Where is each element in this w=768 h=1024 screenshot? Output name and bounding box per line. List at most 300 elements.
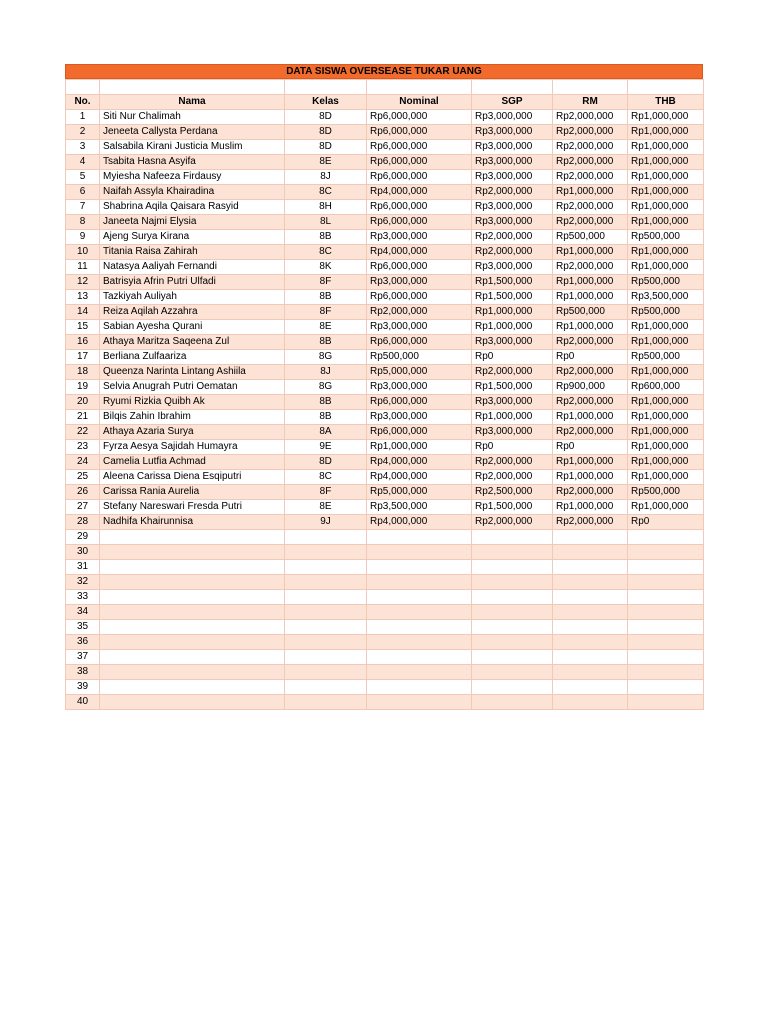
cell-kelas: 8J bbox=[285, 365, 367, 380]
table-row bbox=[66, 110, 704, 125]
cell-nominal: Rp6,000,000 bbox=[367, 425, 472, 440]
cell-sgp bbox=[472, 635, 553, 650]
cell-nama: Ryumi Rizkia Quibh Ak bbox=[100, 395, 285, 410]
cell-kelas: 8G bbox=[285, 350, 367, 365]
table-row bbox=[66, 695, 704, 710]
cell-nama: Carissa Rania Aurelia bbox=[100, 485, 285, 500]
cell-thb: Rp1,000,000 bbox=[628, 320, 704, 335]
cell-no: 39 bbox=[66, 680, 100, 695]
cell-kelas: 8D bbox=[285, 125, 367, 140]
cell-nominal: Rp3,000,000 bbox=[367, 230, 472, 245]
cell-no: 16 bbox=[66, 335, 100, 350]
cell-no: 13 bbox=[66, 290, 100, 305]
spreadsheet bbox=[65, 64, 703, 710]
cell-kelas: 9E bbox=[285, 440, 367, 455]
cell-sgp: Rp1,000,000 bbox=[472, 410, 553, 425]
cell-rm bbox=[553, 575, 628, 590]
cell-sgp: Rp3,000,000 bbox=[472, 260, 553, 275]
cell-rm: Rp1,000,000 bbox=[553, 185, 628, 200]
table-row bbox=[66, 680, 704, 695]
header-thb: THB bbox=[628, 95, 704, 110]
table-row bbox=[66, 455, 704, 470]
table-row bbox=[66, 185, 704, 200]
cell-thb bbox=[628, 605, 704, 620]
cell-thb: Rp1,000,000 bbox=[628, 455, 704, 470]
cell-no: 5 bbox=[66, 170, 100, 185]
cell-thb: Rp500,000 bbox=[628, 275, 704, 290]
cell-thb: Rp1,000,000 bbox=[628, 200, 704, 215]
cell-sgp: Rp0 bbox=[472, 350, 553, 365]
cell-no: 33 bbox=[66, 590, 100, 605]
cell-sgp bbox=[472, 650, 553, 665]
cell-no: 38 bbox=[66, 665, 100, 680]
cell-kelas: 9J bbox=[285, 515, 367, 530]
table-row bbox=[66, 620, 704, 635]
cell-nama: Nadhifa Khairunnisa bbox=[100, 515, 285, 530]
cell-thb: Rp1,000,000 bbox=[628, 140, 704, 155]
cell-nama bbox=[100, 590, 285, 605]
cell-thb: Rp500,000 bbox=[628, 350, 704, 365]
cell-kelas: 8B bbox=[285, 230, 367, 245]
cell-nama: Aleena Carissa Diena Esqiputri bbox=[100, 470, 285, 485]
cell-nominal: Rp4,000,000 bbox=[367, 245, 472, 260]
cell-nama: Athaya Maritza Saqeena Zul bbox=[100, 335, 285, 350]
cell-thb: Rp500,000 bbox=[628, 230, 704, 245]
cell-no: 29 bbox=[66, 530, 100, 545]
cell-sgp: Rp3,000,000 bbox=[472, 140, 553, 155]
cell-nama: Salsabila Kirani Justicia Muslim bbox=[100, 140, 285, 155]
cell-kelas: 8J bbox=[285, 170, 367, 185]
cell-kelas: 8E bbox=[285, 155, 367, 170]
cell-rm bbox=[553, 590, 628, 605]
cell-thb: Rp500,000 bbox=[628, 485, 704, 500]
cell-thb bbox=[628, 650, 704, 665]
table-row bbox=[66, 530, 704, 545]
cell-rm: Rp1,000,000 bbox=[553, 320, 628, 335]
table-row bbox=[66, 230, 704, 245]
cell-nama bbox=[100, 665, 285, 680]
cell-no: 21 bbox=[66, 410, 100, 425]
table-row bbox=[66, 440, 704, 455]
table-row bbox=[66, 590, 704, 605]
cell-nominal bbox=[367, 665, 472, 680]
cell-no: 37 bbox=[66, 650, 100, 665]
cell-rm: Rp1,000,000 bbox=[553, 455, 628, 470]
cell-thb: Rp1,000,000 bbox=[628, 155, 704, 170]
cell-nama: Athaya Azaria Surya bbox=[100, 425, 285, 440]
table-row bbox=[66, 635, 704, 650]
table-row bbox=[66, 275, 704, 290]
table-row bbox=[66, 485, 704, 500]
cell-kelas: 8K bbox=[285, 260, 367, 275]
cell-nama bbox=[100, 680, 285, 695]
cell-kelas: 8F bbox=[285, 485, 367, 500]
cell-rm: Rp1,000,000 bbox=[553, 470, 628, 485]
cell-kelas: 8G bbox=[285, 380, 367, 395]
cell-sgp: Rp3,000,000 bbox=[472, 170, 553, 185]
cell-nominal: Rp6,000,000 bbox=[367, 140, 472, 155]
cell-no: 19 bbox=[66, 380, 100, 395]
cell-no: 22 bbox=[66, 425, 100, 440]
cell-sgp: Rp3,000,000 bbox=[472, 155, 553, 170]
header-sgp: SGP bbox=[472, 95, 553, 110]
cell-rm bbox=[553, 620, 628, 635]
cell-no: 35 bbox=[66, 620, 100, 635]
table-row bbox=[66, 410, 704, 425]
table-row bbox=[66, 245, 704, 260]
cell-thb: Rp600,000 bbox=[628, 380, 704, 395]
cell-sgp: Rp1,500,000 bbox=[472, 380, 553, 395]
cell-sgp: Rp3,000,000 bbox=[472, 110, 553, 125]
cell-rm: Rp1,000,000 bbox=[553, 500, 628, 515]
cell-rm bbox=[553, 665, 628, 680]
cell-nominal: Rp6,000,000 bbox=[367, 215, 472, 230]
header-kelas: Kelas bbox=[285, 95, 367, 110]
cell-no: 28 bbox=[66, 515, 100, 530]
cell-no: 14 bbox=[66, 305, 100, 320]
cell-nama bbox=[100, 560, 285, 575]
cell-rm bbox=[553, 530, 628, 545]
cell-sgp bbox=[472, 560, 553, 575]
student-table bbox=[65, 79, 704, 710]
cell-no: 30 bbox=[66, 545, 100, 560]
cell-nama: Reiza Aqilah Azzahra bbox=[100, 305, 285, 320]
cell-sgp: Rp3,000,000 bbox=[472, 125, 553, 140]
table-row bbox=[66, 305, 704, 320]
cell-nama: Bilqis Zahin Ibrahim bbox=[100, 410, 285, 425]
cell-nominal bbox=[367, 545, 472, 560]
header-nominal: Nominal bbox=[367, 95, 472, 110]
cell-nama: Naifah Assyla Khairadina bbox=[100, 185, 285, 200]
cell-rm: Rp1,000,000 bbox=[553, 275, 628, 290]
blank-row bbox=[66, 80, 704, 95]
table-row bbox=[66, 200, 704, 215]
header-no: No. bbox=[66, 95, 100, 110]
cell-nominal: Rp6,000,000 bbox=[367, 170, 472, 185]
cell-nominal: Rp2,000,000 bbox=[367, 305, 472, 320]
cell-thb: Rp1,000,000 bbox=[628, 440, 704, 455]
cell-sgp: Rp1,500,000 bbox=[472, 500, 553, 515]
cell-thb: Rp1,000,000 bbox=[628, 395, 704, 410]
cell-nama bbox=[100, 635, 285, 650]
table-row bbox=[66, 125, 704, 140]
cell-kelas: 8B bbox=[285, 395, 367, 410]
cell-nominal: Rp6,000,000 bbox=[367, 200, 472, 215]
cell-no: 10 bbox=[66, 245, 100, 260]
cell-thb bbox=[628, 620, 704, 635]
cell-kelas: 8E bbox=[285, 320, 367, 335]
cell-nominal: Rp4,000,000 bbox=[367, 455, 472, 470]
cell-rm: Rp2,000,000 bbox=[553, 170, 628, 185]
cell-thb bbox=[628, 695, 704, 710]
cell-no: 18 bbox=[66, 365, 100, 380]
table-row bbox=[66, 515, 704, 530]
cell-rm bbox=[553, 605, 628, 620]
table-row bbox=[66, 155, 704, 170]
cell-nama: Shabrina Aqila Qaisara Rasyid bbox=[100, 200, 285, 215]
cell-nominal: Rp4,000,000 bbox=[367, 185, 472, 200]
cell-nama: Batrisyia Afrin Putri Ulfadi bbox=[100, 275, 285, 290]
cell-thb bbox=[628, 680, 704, 695]
cell-thb: Rp0 bbox=[628, 515, 704, 530]
cell-sgp bbox=[472, 575, 553, 590]
cell-thb: Rp1,000,000 bbox=[628, 410, 704, 425]
cell-rm: Rp500,000 bbox=[553, 305, 628, 320]
cell-kelas bbox=[285, 605, 367, 620]
cell-no: 15 bbox=[66, 320, 100, 335]
cell-nama: Selvia Anugrah Putri Oematan bbox=[100, 380, 285, 395]
cell-rm: Rp2,000,000 bbox=[553, 515, 628, 530]
cell-nominal: Rp5,000,000 bbox=[367, 365, 472, 380]
cell-rm: Rp1,000,000 bbox=[553, 410, 628, 425]
cell-nama: Tsabita Hasna Asyifa bbox=[100, 155, 285, 170]
cell-thb bbox=[628, 545, 704, 560]
cell-rm: Rp500,000 bbox=[553, 230, 628, 245]
cell-kelas bbox=[285, 590, 367, 605]
table-row bbox=[66, 470, 704, 485]
cell-nominal: Rp6,000,000 bbox=[367, 110, 472, 125]
cell-no: 40 bbox=[66, 695, 100, 710]
cell-kelas: 8B bbox=[285, 335, 367, 350]
cell-no: 11 bbox=[66, 260, 100, 275]
cell-rm: Rp900,000 bbox=[553, 380, 628, 395]
cell-kelas: 8L bbox=[285, 215, 367, 230]
cell-kelas: 8F bbox=[285, 275, 367, 290]
cell-nominal: Rp3,000,000 bbox=[367, 380, 472, 395]
cell-rm: Rp2,000,000 bbox=[553, 335, 628, 350]
table-row bbox=[66, 290, 704, 305]
cell-rm: Rp0 bbox=[553, 350, 628, 365]
cell-nominal: Rp4,000,000 bbox=[367, 515, 472, 530]
cell-sgp: Rp2,000,000 bbox=[472, 455, 553, 470]
cell-kelas: 8D bbox=[285, 455, 367, 470]
cell-kelas: 8C bbox=[285, 245, 367, 260]
cell-thb: Rp500,000 bbox=[628, 305, 704, 320]
cell-no: 24 bbox=[66, 455, 100, 470]
header-nama: Nama bbox=[100, 95, 285, 110]
cell-sgp: Rp3,000,000 bbox=[472, 335, 553, 350]
cell-no: 32 bbox=[66, 575, 100, 590]
cell-nominal bbox=[367, 560, 472, 575]
cell-nominal: Rp6,000,000 bbox=[367, 395, 472, 410]
cell-sgp: Rp1,500,000 bbox=[472, 290, 553, 305]
cell-rm: Rp2,000,000 bbox=[553, 365, 628, 380]
cell-kelas: 8C bbox=[285, 470, 367, 485]
cell-rm: Rp2,000,000 bbox=[553, 425, 628, 440]
cell-rm: Rp2,000,000 bbox=[553, 485, 628, 500]
cell-sgp: Rp1,500,000 bbox=[472, 275, 553, 290]
cell-nominal: Rp3,000,000 bbox=[367, 275, 472, 290]
cell-rm: Rp2,000,000 bbox=[553, 140, 628, 155]
cell-nama bbox=[100, 620, 285, 635]
table-row bbox=[66, 650, 704, 665]
table-row bbox=[66, 215, 704, 230]
cell-nominal bbox=[367, 635, 472, 650]
cell-kelas: 8D bbox=[285, 110, 367, 125]
cell-thb bbox=[628, 560, 704, 575]
cell-no: 26 bbox=[66, 485, 100, 500]
cell-sgp: Rp2,000,000 bbox=[472, 470, 553, 485]
cell-nama: Sabian Ayesha Qurani bbox=[100, 320, 285, 335]
table-row bbox=[66, 545, 704, 560]
cell-nama: Titania Raisa Zahirah bbox=[100, 245, 285, 260]
cell-kelas: 8B bbox=[285, 410, 367, 425]
cell-thb: Rp1,000,000 bbox=[628, 185, 704, 200]
cell-no: 7 bbox=[66, 200, 100, 215]
cell-no: 12 bbox=[66, 275, 100, 290]
cell-nominal bbox=[367, 530, 472, 545]
cell-sgp: Rp3,000,000 bbox=[472, 200, 553, 215]
cell-thb bbox=[628, 590, 704, 605]
cell-sgp bbox=[472, 605, 553, 620]
cell-sgp: Rp1,000,000 bbox=[472, 320, 553, 335]
cell-rm bbox=[553, 560, 628, 575]
cell-nominal: Rp6,000,000 bbox=[367, 290, 472, 305]
cell-sgp bbox=[472, 665, 553, 680]
cell-nama: Queenza Narinta Lintang Ashiila bbox=[100, 365, 285, 380]
cell-kelas: 8B bbox=[285, 290, 367, 305]
cell-nominal: Rp6,000,000 bbox=[367, 155, 472, 170]
cell-sgp: Rp3,000,000 bbox=[472, 425, 553, 440]
table-row bbox=[66, 605, 704, 620]
cell-sgp bbox=[472, 545, 553, 560]
table-row bbox=[66, 335, 704, 350]
cell-nominal bbox=[367, 680, 472, 695]
cell-nama bbox=[100, 650, 285, 665]
cell-nominal bbox=[367, 650, 472, 665]
header-row bbox=[66, 95, 704, 110]
cell-nama bbox=[100, 575, 285, 590]
cell-kelas: 8C bbox=[285, 185, 367, 200]
table-row bbox=[66, 560, 704, 575]
cell-sgp: Rp3,000,000 bbox=[472, 215, 553, 230]
cell-kelas bbox=[285, 620, 367, 635]
cell-nama: Natasya Aaliyah Fernandi bbox=[100, 260, 285, 275]
cell-nominal bbox=[367, 620, 472, 635]
cell-nominal: Rp6,000,000 bbox=[367, 335, 472, 350]
cell-thb: Rp1,000,000 bbox=[628, 215, 704, 230]
table-row bbox=[66, 140, 704, 155]
cell-kelas: 8A bbox=[285, 425, 367, 440]
cell-nama bbox=[100, 530, 285, 545]
sheet-title: DATA SISWA OVERSEASE TUKAR UANG bbox=[65, 64, 703, 79]
cell-no: 3 bbox=[66, 140, 100, 155]
cell-nama: Janeeta Najmi Elysia bbox=[100, 215, 285, 230]
cell-rm: Rp2,000,000 bbox=[553, 215, 628, 230]
cell-rm: Rp2,000,000 bbox=[553, 200, 628, 215]
cell-kelas bbox=[285, 695, 367, 710]
cell-thb bbox=[628, 530, 704, 545]
cell-nominal: Rp3,000,000 bbox=[367, 410, 472, 425]
cell-nama: Ajeng Surya Kirana bbox=[100, 230, 285, 245]
cell-rm: Rp2,000,000 bbox=[553, 155, 628, 170]
cell-sgp bbox=[472, 680, 553, 695]
cell-nominal: Rp3,000,000 bbox=[367, 320, 472, 335]
cell-nama bbox=[100, 695, 285, 710]
cell-thb: Rp1,000,000 bbox=[628, 470, 704, 485]
cell-kelas bbox=[285, 635, 367, 650]
cell-sgp: Rp2,000,000 bbox=[472, 245, 553, 260]
cell-sgp: Rp1,000,000 bbox=[472, 305, 553, 320]
cell-nominal: Rp500,000 bbox=[367, 350, 472, 365]
cell-no: 1 bbox=[66, 110, 100, 125]
cell-sgp bbox=[472, 530, 553, 545]
cell-kelas bbox=[285, 665, 367, 680]
cell-nominal: Rp6,000,000 bbox=[367, 125, 472, 140]
cell-no: 17 bbox=[66, 350, 100, 365]
table-row bbox=[66, 170, 704, 185]
cell-rm bbox=[553, 635, 628, 650]
table-row bbox=[66, 500, 704, 515]
cell-thb bbox=[628, 635, 704, 650]
cell-rm bbox=[553, 695, 628, 710]
cell-kelas bbox=[285, 545, 367, 560]
cell-thb: Rp1,000,000 bbox=[628, 170, 704, 185]
cell-no: 34 bbox=[66, 605, 100, 620]
cell-thb: Rp1,000,000 bbox=[628, 125, 704, 140]
cell-nominal: Rp5,000,000 bbox=[367, 485, 472, 500]
cell-sgp bbox=[472, 590, 553, 605]
cell-nominal: Rp4,000,000 bbox=[367, 470, 472, 485]
table-body bbox=[66, 110, 704, 710]
cell-rm bbox=[553, 650, 628, 665]
cell-kelas bbox=[285, 530, 367, 545]
table-row bbox=[66, 380, 704, 395]
cell-nama bbox=[100, 605, 285, 620]
table-row bbox=[66, 320, 704, 335]
table-row bbox=[66, 350, 704, 365]
cell-rm: Rp1,000,000 bbox=[553, 290, 628, 305]
cell-thb: Rp1,000,000 bbox=[628, 260, 704, 275]
cell-thb: Rp1,000,000 bbox=[628, 425, 704, 440]
cell-thb bbox=[628, 575, 704, 590]
cell-thb: Rp1,000,000 bbox=[628, 500, 704, 515]
cell-nama: Tazkiyah Auliyah bbox=[100, 290, 285, 305]
cell-no: 20 bbox=[66, 395, 100, 410]
cell-no: 31 bbox=[66, 560, 100, 575]
cell-rm: Rp2,000,000 bbox=[553, 110, 628, 125]
cell-sgp: Rp2,000,000 bbox=[472, 365, 553, 380]
table-row bbox=[66, 260, 704, 275]
cell-nominal: Rp1,000,000 bbox=[367, 440, 472, 455]
cell-thb bbox=[628, 665, 704, 680]
cell-no: 2 bbox=[66, 125, 100, 140]
cell-nama: Siti Nur Chalimah bbox=[100, 110, 285, 125]
cell-no: 23 bbox=[66, 440, 100, 455]
cell-no: 8 bbox=[66, 215, 100, 230]
cell-no: 6 bbox=[66, 185, 100, 200]
cell-nama bbox=[100, 545, 285, 560]
cell-rm: Rp0 bbox=[553, 440, 628, 455]
cell-nominal bbox=[367, 590, 472, 605]
cell-no: 4 bbox=[66, 155, 100, 170]
table-row bbox=[66, 365, 704, 380]
cell-sgp: Rp2,000,000 bbox=[472, 515, 553, 530]
cell-sgp bbox=[472, 695, 553, 710]
cell-rm: Rp2,000,000 bbox=[553, 395, 628, 410]
cell-sgp: Rp2,000,000 bbox=[472, 230, 553, 245]
cell-nominal bbox=[367, 575, 472, 590]
cell-kelas: 8E bbox=[285, 500, 367, 515]
cell-sgp: Rp2,500,000 bbox=[472, 485, 553, 500]
table-row bbox=[66, 425, 704, 440]
cell-no: 27 bbox=[66, 500, 100, 515]
cell-nama: Fyrza Aesya Sajidah Humayra bbox=[100, 440, 285, 455]
cell-sgp bbox=[472, 620, 553, 635]
cell-kelas bbox=[285, 650, 367, 665]
cell-sgp: Rp3,000,000 bbox=[472, 395, 553, 410]
cell-thb: Rp1,000,000 bbox=[628, 365, 704, 380]
